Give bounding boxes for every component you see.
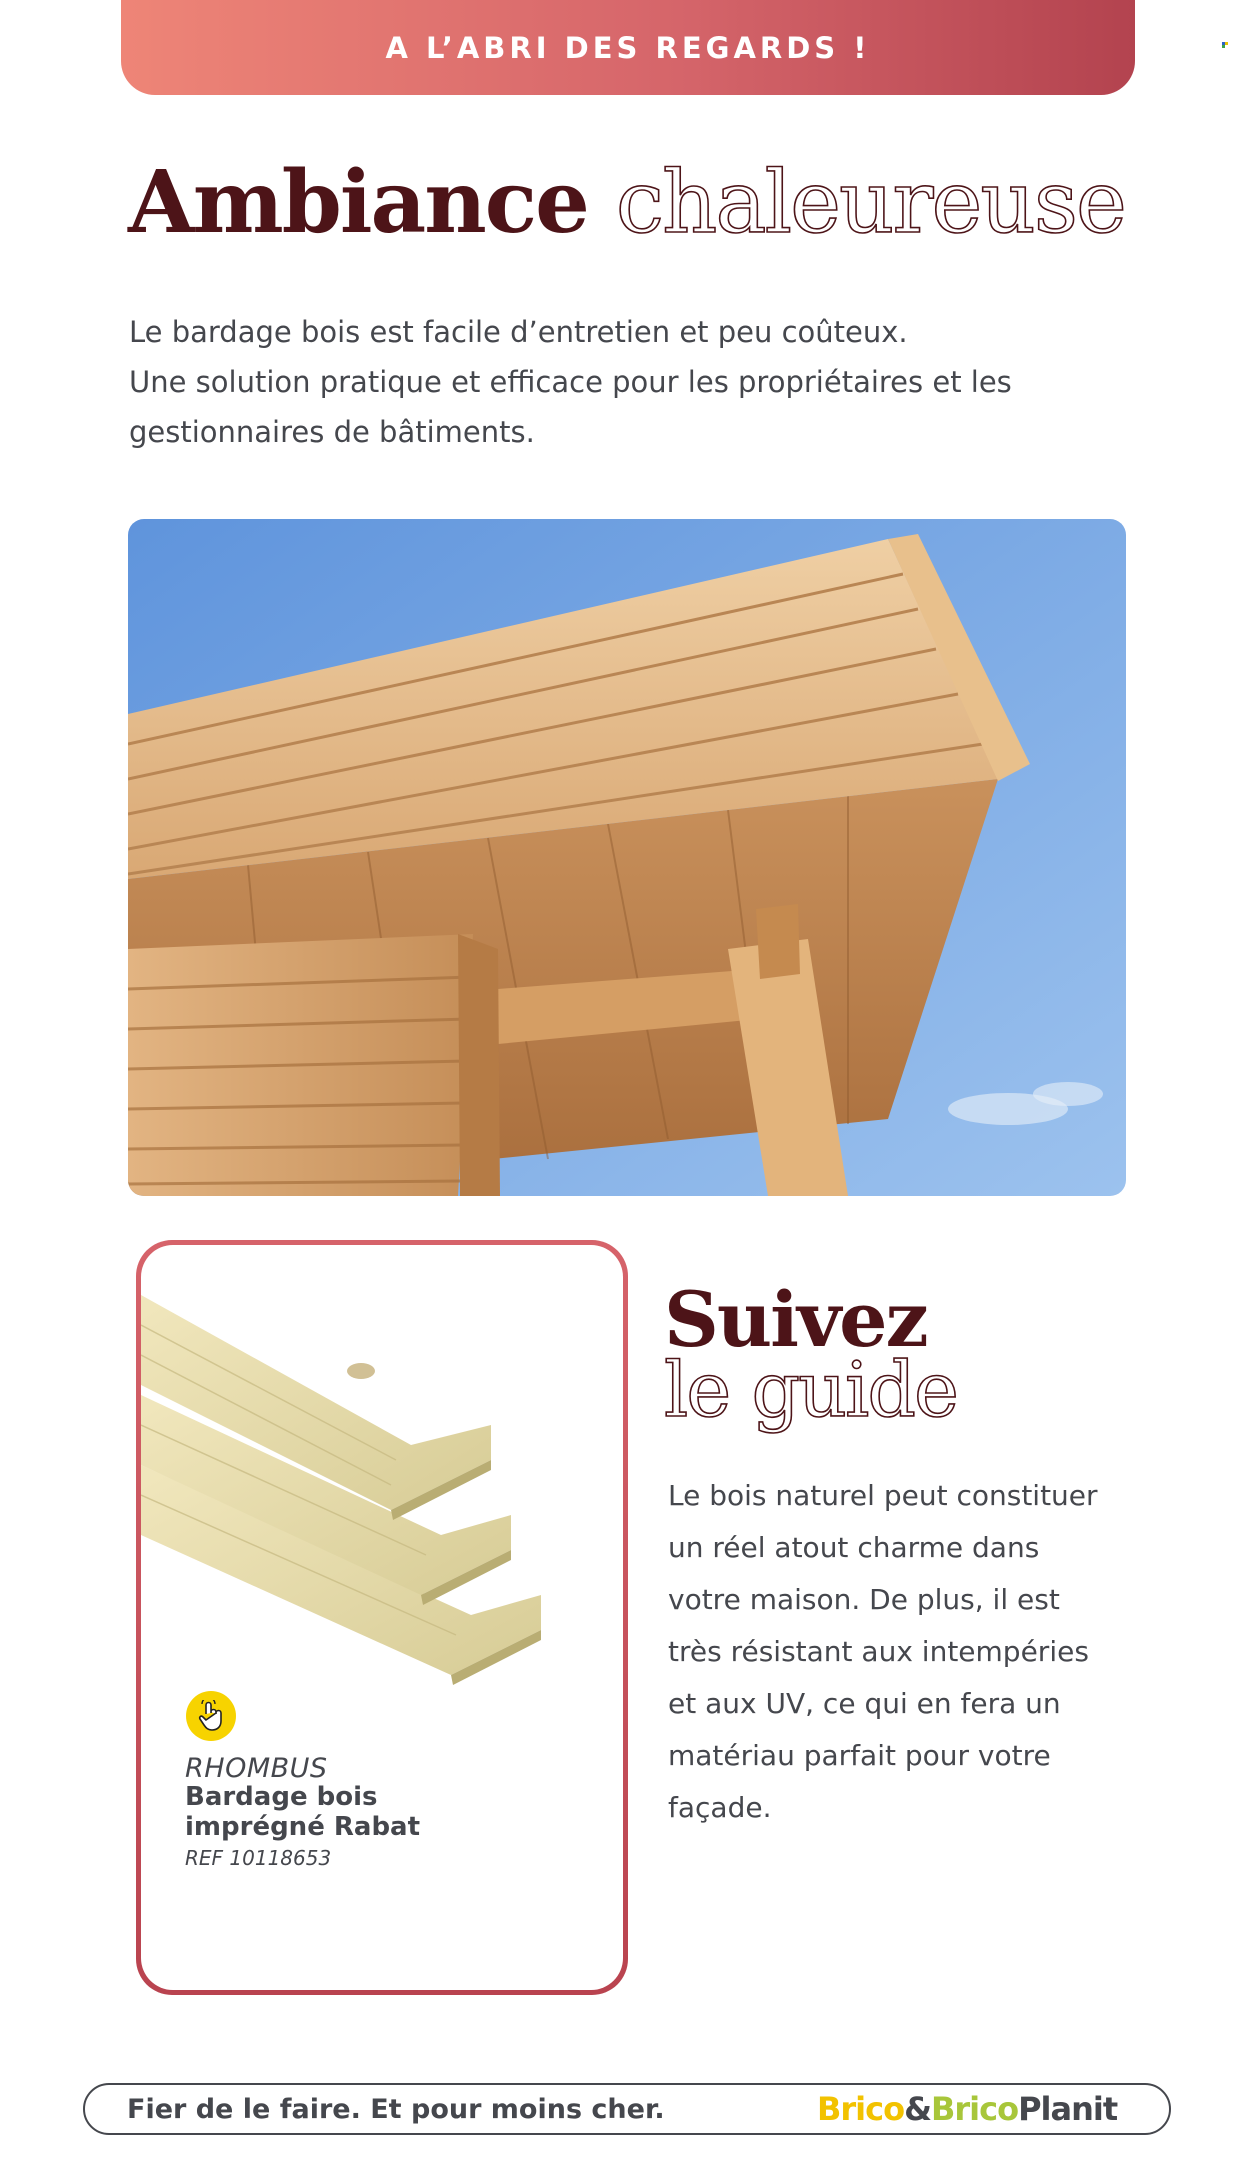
logo-part-brico2: Brico	[931, 2090, 1019, 2128]
guide-title-line2: le guide	[664, 1345, 957, 1434]
banner-text: A L’ABRI DES REGARDS !	[385, 30, 871, 65]
product-card-inner	[141, 1245, 623, 1990]
footer-bar	[83, 2083, 1171, 2135]
guide-paragraph	[668, 1470, 1148, 1834]
guide-line: façade.	[668, 1791, 772, 1824]
intro-line: Une solution pratique et efficace pour les propriétaires et les	[129, 365, 1012, 399]
product-brand: RHOMBUS	[185, 1753, 328, 1784]
guide-line: et aux UV, ce qui en fera un	[668, 1687, 1061, 1720]
guide-line: Le bois naturel peut constituer	[668, 1479, 1098, 1512]
guide-line: matériau parfait pour votre	[668, 1739, 1051, 1772]
logo-part-brico: Brico	[817, 2090, 905, 2128]
corner-color-mark	[1222, 42, 1228, 48]
wood-planks-image	[141, 1245, 623, 1705]
product-ref: REF 10118653	[185, 1846, 332, 1870]
brico-logo[interactable]	[817, 2090, 1117, 2128]
intro-paragraph	[129, 307, 1109, 457]
banner	[121, 0, 1135, 95]
product-name-line: imprégné Rabat	[185, 1812, 421, 1842]
logo-part-planit: Planit	[1018, 2090, 1118, 2128]
title-word-chaleureuse: chaleureuse	[615, 153, 1125, 253]
product-name-line: Bardage bois	[185, 1782, 378, 1812]
product-card[interactable]	[136, 1240, 628, 1995]
guide-line: très résistant aux intempéries	[668, 1635, 1089, 1668]
intro-line: Le bardage bois est facile d’entretien et peu coûteux.	[129, 315, 908, 349]
logo-ampersand: &	[904, 2090, 931, 2128]
guide-line: votre maison. De plus, il est	[668, 1583, 1060, 1616]
footer-slogan: Fier de le faire. Et pour moins cher.	[127, 2094, 665, 2125]
intro-line: gestionnaires de bâtiments.	[129, 415, 535, 449]
product-name	[185, 1782, 485, 1842]
pointing-hand-icon	[186, 1691, 236, 1741]
wood-cladding-photo	[128, 519, 1126, 1196]
title-word-ambiance: Ambiance	[128, 152, 588, 253]
guide-title-line1: Suivez	[664, 1275, 927, 1364]
guide-title	[664, 1275, 957, 1434]
page-title	[128, 152, 1125, 253]
guide-line: un réel atout charme dans	[668, 1531, 1040, 1564]
